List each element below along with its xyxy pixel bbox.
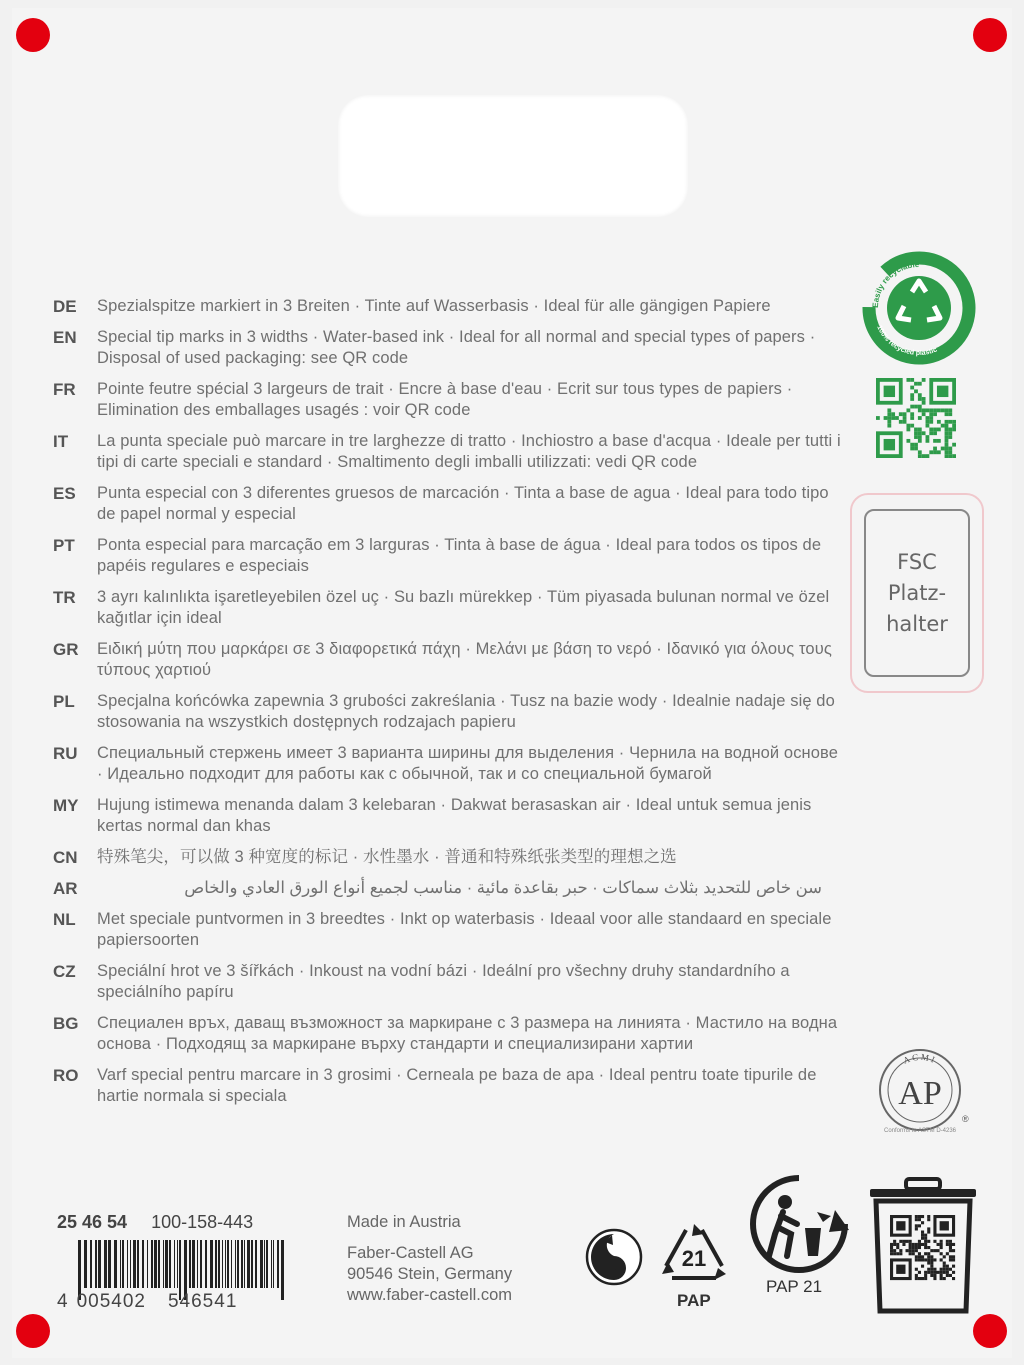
qr-code-icon[interactable] [876, 378, 956, 458]
ap-mark: AP [898, 1075, 942, 1112]
svg-text:®: ® [962, 1114, 969, 1124]
description-row [53, 878, 843, 899]
language-code: CN [53, 848, 78, 867]
description-text: Speciální hrot ve 3 šířkách · Inkoust na vodní bázi · Ideální pro všechny druhy standardního a speciálního papíru [97, 962, 790, 1001]
fsc-line-1: FSC [897, 549, 937, 574]
product-codes [57, 1212, 253, 1233]
description-row [53, 1013, 843, 1055]
tidyman-recycle-icon [745, 1172, 853, 1276]
language-code: GR [53, 640, 79, 659]
seal-bottom-text: 100% recycled plastic [875, 324, 939, 358]
company-name: Faber-Castell AG [347, 1244, 474, 1262]
ap-note: Conforms to ASTM D-4236 [883, 1128, 957, 1134]
language-code: BG [53, 1014, 79, 1033]
language-code: IT [53, 432, 69, 451]
green-dot-icon [585, 1228, 643, 1286]
article-number: 25 46 54 [57, 1212, 128, 1232]
pap-label: PAP [677, 1291, 711, 1310]
language-code: CZ [53, 962, 76, 981]
language-code: TR [53, 588, 76, 607]
pap-number: 21 [681, 1246, 707, 1271]
description-row [53, 795, 843, 837]
description-row [53, 743, 843, 785]
corner-dot-top-left [16, 18, 50, 52]
pap-21-label: PAP 21 [766, 1277, 823, 1296]
hang-hole [338, 95, 688, 217]
description-text: Specjalna końcówka zapewnia 3 grubości zakreślania · Tusz na bazie wody · Idealnie nadaje się do stosowania na wszystkich dostępnych rodzajach papieru [97, 692, 835, 731]
description-text: 3 ayrı kalınlıkta işaretleyebilen özel uç · Su bazlı mürekkep · Tüm piyasada bulunan normal ve özel kağıtlar için ideal [97, 588, 830, 627]
description-text: Hujung istimewa menanda dalam 3 kelebaran · Dakwat berasaskan air · Ideal untuk semua jenis kertas normal dan khas [97, 796, 812, 835]
ean-number [57, 1291, 237, 1313]
description-row [53, 961, 843, 1003]
ean-group-2: 546541 [167, 1291, 238, 1312]
language-code: AR [53, 879, 78, 898]
language-code: PT [53, 536, 75, 555]
pap-21-triangle-icon [658, 1222, 730, 1286]
description-text: Специален връх, даващ възможност за маркиране с 3 размера на линията · Мастило на водна основа · Подходящ за маркиране върху стандарти и специализирани хартии [97, 1014, 838, 1053]
ean-group-1: 005402 [76, 1291, 146, 1312]
company-website[interactable]: www.faber-castell.com [347, 1286, 513, 1304]
description-row [53, 639, 843, 681]
ap-seal-icon [858, 1040, 982, 1142]
item-number: 100-158-443 [151, 1212, 254, 1232]
corner-dot-top-right [973, 18, 1007, 52]
language-code: EN [53, 328, 77, 347]
description-text: Ειδική μύτη που μαρκάρει σε 3 διαφορετικά πάχη · Μελάνι με βάση το νερό · Ιδανικό για όλους τους τύπους χαρτιού [97, 640, 832, 679]
seal-top-text: Easily recyclable [870, 259, 920, 309]
description-text: Специальный стержень имеет 3 варианта ширины для выделения · Чернила на водной основе · Идеально подходит для работы как с обычной, так и со специальной бумагой [97, 744, 839, 783]
trash-bin-qr-icon[interactable] [866, 1175, 980, 1315]
recycled-plastic-seal-icon [860, 248, 978, 368]
description-row [53, 1065, 843, 1107]
description-text: 特殊笔尖，可以做 3 种宽度的标记 · 水性墨水 · 普通和特殊纸张类型的理想之选 [97, 848, 677, 866]
description-row [53, 483, 843, 525]
svg-text:ACMI [902, 1052, 938, 1066]
description-text: Spezialspitze markiert in 3 Breiten · Tinte auf Wasserbasis · Ideal für alle gängigen Papiere [97, 297, 771, 315]
description-text: Pointe feutre spécial 3 largeurs de trait · Encre à base d'eau · Ecrit sur tous types de papiers · Elimination des emballages usagés : voir QR code [97, 380, 793, 419]
language-code: FR [53, 380, 76, 399]
ap-arc-text: ACMI [901, 1051, 939, 1066]
description-row [53, 847, 843, 868]
description-text: Met speciale puntvormen in 3 breedtes · Inkt op waterbasis · Ideaal voor alle standaard en speciale papiersoorten [97, 910, 832, 949]
made-in: Made in Austria [347, 1213, 461, 1231]
ean-first-digit: 4 [57, 1291, 69, 1312]
company-address: 90546 Stein, Germany [347, 1265, 513, 1283]
description-text: Special tip marks in 3 widths · Water-based ink · Ideal for all normal and special types of papers · Disposal of used packaging: see QR code [97, 328, 816, 367]
description-text: Punta especial con 3 diferentes gruesos de marcación · Tinta a base de agua · Ideal para todo tipo de papel normal y especial [97, 484, 829, 523]
manufacturer-info [347, 1212, 512, 1306]
language-code: MY [53, 796, 79, 815]
fsc-placeholder [864, 509, 970, 677]
language-code: DE [53, 297, 77, 316]
language-code: PL [53, 692, 75, 711]
corner-dot-bottom-left [16, 1314, 50, 1348]
fsc-line-2: Platz- [887, 580, 947, 605]
fsc-placeholder-frame [850, 493, 984, 693]
corner-dot-bottom-right [973, 1314, 1007, 1348]
description-text: Varf special pentru marcare in 3 grosimi · Cerneala pe baza de apa · Ideal pentru toate tipurile de hartie normala si speciala [97, 1066, 817, 1105]
description-row [53, 379, 843, 421]
language-code: NL [53, 910, 76, 929]
fsc-line-3: halter [886, 611, 948, 636]
description-row [53, 587, 843, 629]
language-code: RO [53, 1066, 79, 1085]
language-code: ES [53, 484, 76, 503]
description-row [53, 431, 843, 473]
description-text: La punta speciale può marcare in tre larghezze di tratto · Inchiostro a base d'acqua · Ideale per tutti i tipi di carte speciali e standard · Smaltimento degli imballi utilizzati: vedi QR code [97, 432, 841, 471]
description-row [53, 535, 843, 577]
description-list [53, 296, 843, 1117]
description-row [53, 296, 843, 317]
description-text: Ponta especial para marcação em 3 larguras · Tinta à base de água · Ideal para todos os tipos de papéis regulares e especiais [97, 536, 822, 575]
description-row [53, 691, 843, 733]
language-code: RU [53, 744, 78, 763]
description-text: سن خاص للتحديد بثلاث سماكات · حبر بقاعدة مائية · مناسب لجميع أنواع الورق العادي والخاص [184, 879, 822, 897]
description-row [53, 327, 843, 369]
description-row [53, 909, 843, 951]
